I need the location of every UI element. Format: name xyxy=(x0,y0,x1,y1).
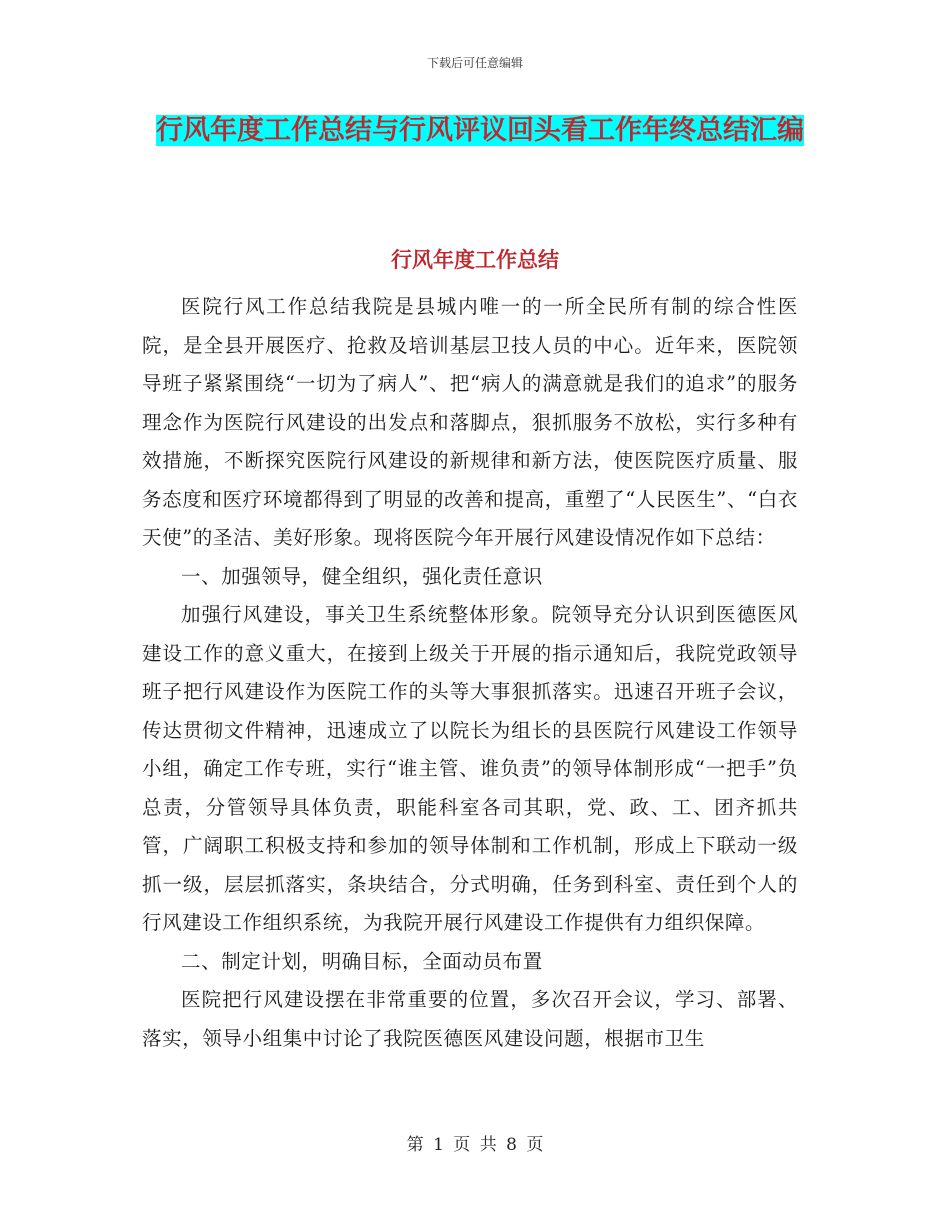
page-footer: 第 1 页 共 8 页 xyxy=(406,1135,544,1155)
page-header-note: 下载后可任意编辑 xyxy=(426,56,523,70)
section-title: 行风年度工作总结 xyxy=(391,247,559,272)
paragraph-leadership: 加强行风建设，事关卫生系统整体形象。院领导充分认识到医德医风建设工作的意义重大，在接到上级关于开展的指示通知后，我院党政领导班子把行风建设作为医院工作的头等大事狠抓落实。迅速召开班子会议，传达贯彻文件精神，迅速成立了以院长为组长的县医院行风建设工作领导小组，确定工作专班，实行“谁主管、谁负责”的领导体制形成“一把手”负总责，分管领导具体负责，职能科室各司其职，党、政、工、团齐抓共管，广阔职工积极支持和参加的领导体制和工作机制，形成上下联动一级抓一级，层层抓落实，条块结合，分式明确，任务到科室、责任到个人的行风建设工作组织系统，为我院开展行风建设工作提供有力组织保障。 xyxy=(142,603,798,934)
document-body xyxy=(142,288,798,1058)
document-title-text: 行风年度工作总结与行风评议回头看工作年终总结汇编 xyxy=(156,115,804,146)
heading-two: 二、制定计划，明确目标，全面动员布置 xyxy=(181,949,543,973)
heading-one: 一、加强领导，健全组织，强化责任意识 xyxy=(181,564,543,588)
paragraph-planning: 医院把行风建设摆在非常重要的位置，多次召开会议，学习、部署、落实，领导小组集中讨论了我院医德医风建设问题，根据市卫生 xyxy=(142,988,798,1050)
document-title xyxy=(150,108,810,154)
paragraph-intro: 医院行风工作总结我院是县城内唯一的一所全民所有制的综合性医院，是全县开展医疗、抢救及培训基层卫技人员的中心。近年来，医院领导班子紧紧围绕“一切为了病人”、把“病人的满意就是我们的追求”的服务理念作为医院行风建设的出发点和落脚点，狠抓服务不放松，实行多种有效措施，不断探究医院行风建设的新规律和新方法，使医院医疗质量、服务态度和医疗环境都得到了明显的改善和提高，重塑了“人民医生”、“白衣天使”的圣洁、美好形象。现将医院今年开展行风建设情况作如下总结： xyxy=(142,295,798,549)
